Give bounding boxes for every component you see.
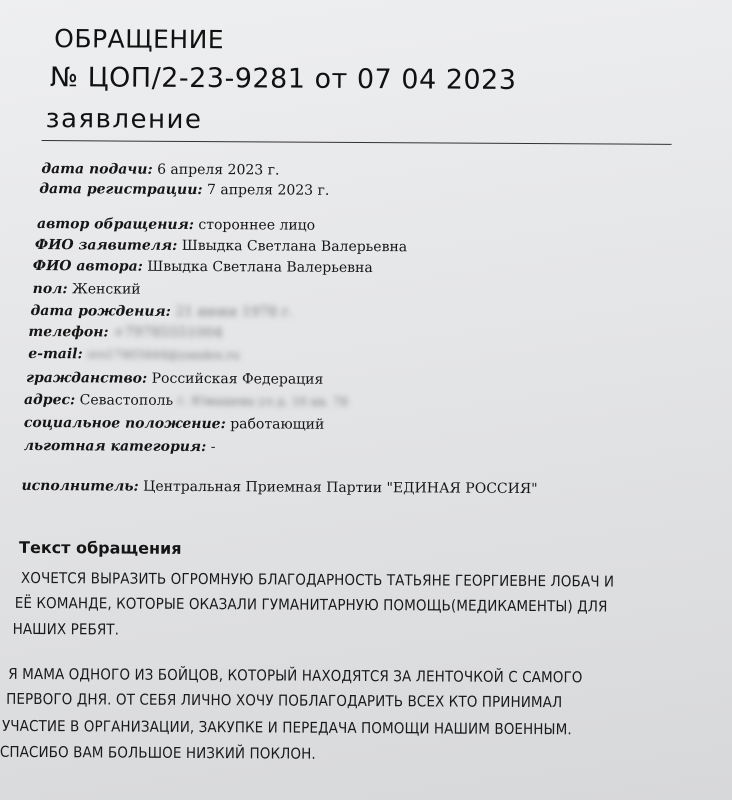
field-value: -: [206, 439, 216, 456]
field-executor: [21, 478, 537, 497]
appeal-text-line: ХОЧЕТСЯ ВЫРАЗИТЬ ОГРОМНУЮ БЛАГОДАРНОСТЬ ТАТЬЯНЕ ГЕОРГИЕВНЕ ЛОБАЧ И: [20, 568, 615, 591]
document-type: заявление: [45, 104, 203, 136]
field-value: Севастополь: [75, 392, 174, 409]
field-value: Российская Федерация: [147, 370, 324, 388]
field-value: Центральная Приемная Партии "ЕДИНАЯ РОССИЯ": [138, 478, 538, 498]
redacted-value: svs17403444@yandex.ru: [87, 347, 240, 363]
document-number: № ЦОП/2-23-9281 от 07 04 2023: [49, 62, 517, 96]
appeal-text-line: ПЕРВОГО ДНЯ. ОТ СЕБЯ ЛИЧНО ХОЧУ ПОБЛАГОДАРИТЬ ВСЕХ КТО ПРИНИМАЛ: [6, 689, 563, 712]
field-key: дата рождения:: [30, 302, 171, 320]
header-divider: [42, 140, 672, 145]
appeal-text-line: УЧАСТИЕ В ОРГАНИЗАЦИИ, ЗАКУПКЕ И ПЕРЕДАЧА ПОМОЩИ НАШИМ ВОЕННЫМ.: [1, 716, 572, 739]
field-citizenship: [26, 370, 323, 388]
appeal-text-title: Текст обращения: [19, 537, 182, 558]
field-value: Швыдка Светлана Валерьевна: [142, 258, 373, 277]
field-birth-date: [30, 303, 293, 321]
field-author-type: [37, 216, 315, 234]
redacted-value: г. Юмашева ул д. 16 кв. 78: [177, 393, 349, 409]
field-key: дата подачи:: [41, 161, 153, 178]
field-key: телефон:: [28, 323, 109, 341]
field-applicant-name: [35, 237, 407, 255]
field-value: работающий: [225, 416, 325, 433]
field-email: [28, 346, 240, 363]
field-social-status: [24, 415, 325, 433]
appeal-text-line: Я МАМА ОДНОГО ИЗ БОЙЦОВ, КОТОРЫЙ НАХОДЯТСЯ ЗА ЛЕНТОЧКОЙ С САМОГО: [8, 664, 583, 687]
field-value: Швыдка Светлана Валерьевна: [177, 237, 408, 256]
field-value: 7 апреля 2023 г.: [202, 182, 330, 199]
field-registration-date: [39, 181, 329, 199]
field-gender: [33, 281, 141, 298]
field-key: ФИО заявителя:: [34, 237, 178, 254]
redacted-value: +79785551004: [113, 324, 223, 342]
appeal-text-line: ЕЁ КОМАНДЕ, КОТОРЫЕ ОКАЗАЛИ ГУМАНИТАРНУЮ ПОМОЩЬ(МЕДИКАМЕНТЫ) ДЛЯ: [14, 593, 608, 616]
document-title: ОБРАЩЕНИЕ: [54, 24, 225, 55]
field-address: [24, 392, 348, 410]
field-benefit-category: [24, 438, 216, 455]
field-key: льготная категория:: [23, 437, 207, 456]
field-key: исполнитель:: [21, 477, 139, 495]
field-key: ФИО автора:: [32, 257, 143, 275]
field-key: адрес:: [23, 391, 76, 409]
field-key: гражданство:: [26, 369, 148, 387]
appeal-text-line: СПАСИБО ВАМ БОЛЬШОЕ НИЗКИЙ ПОКЛОН.: [0, 742, 316, 763]
appeal-text-line: НАШИХ РЕБЯТ.: [12, 619, 120, 639]
field-key: дата регистрации:: [39, 181, 203, 199]
field-author-name: [33, 258, 373, 276]
field-value: Женский: [67, 281, 141, 298]
field-value: 6 апреля 2023 г.: [152, 161, 280, 179]
redacted-value: 21 июня 1978 г.: [175, 303, 294, 321]
field-value: стороннее лицо: [193, 216, 316, 234]
field-phone: [28, 324, 222, 341]
field-submission-date: [41, 161, 279, 178]
field-key: пол:: [32, 280, 68, 298]
field-key: автор обращения:: [37, 216, 194, 233]
field-key: e-mail:: [28, 345, 83, 363]
field-key: социальное положение:: [23, 414, 226, 433]
